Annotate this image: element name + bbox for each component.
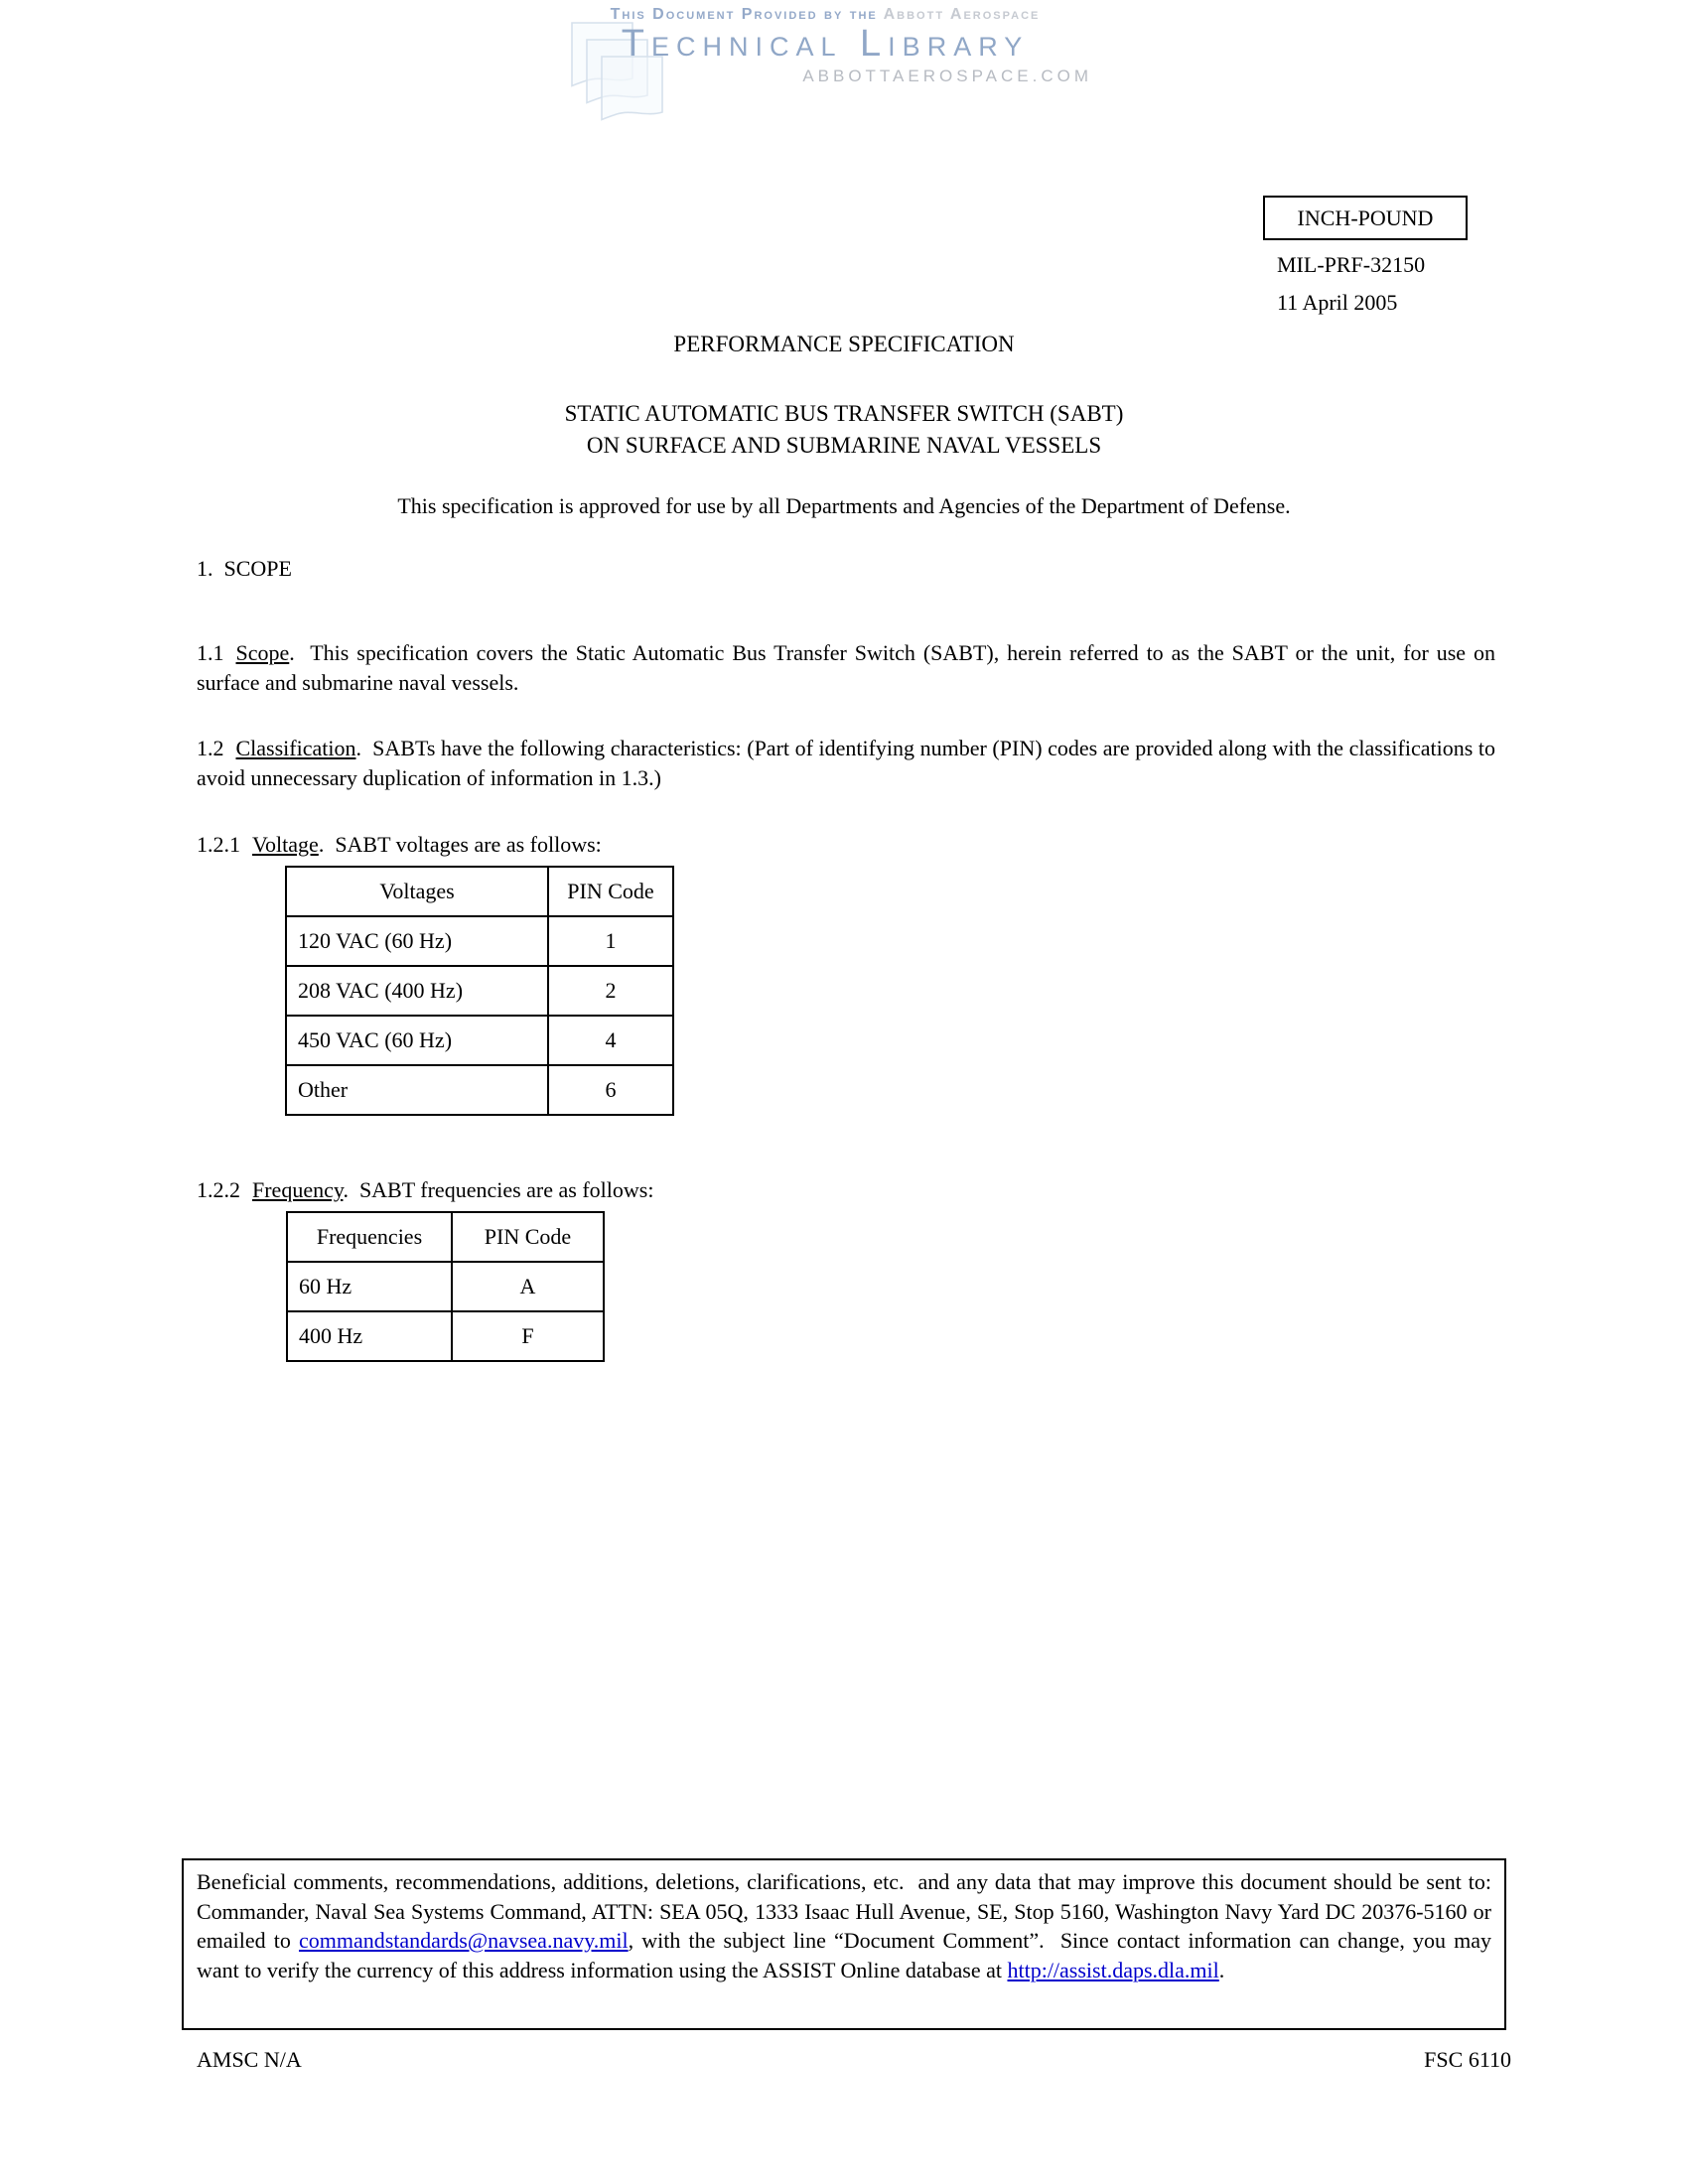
document-date: 11 April 2005 [1277, 290, 1398, 315]
section-number: 1.2.1 [197, 832, 240, 857]
spec-type-title: PERFORMANCE SPECIFICATION [673, 332, 1015, 356]
voltage-table [285, 866, 674, 1116]
table-row [287, 1311, 604, 1361]
document-number: MIL-PRF-32150 [1277, 252, 1426, 277]
pin-code-cell: 1 [548, 916, 673, 966]
page-footer [197, 2047, 1511, 2073]
section-label: Voltage [252, 832, 319, 857]
section-label: Classification [235, 736, 356, 760]
section-text: . This specification covers the Static Automatic Bus Transfer Switch (SABT), herein referred to as the SABT or the unit, for use on surface and submarine naval vessels. [197, 640, 1501, 695]
voltage-cell: 450 VAC (60 Hz) [286, 1016, 548, 1065]
pin-code-cell: 4 [548, 1016, 673, 1065]
paragraph-1-2-1 [197, 830, 602, 860]
section-heading-scope: 1. SCOPE [197, 556, 292, 581]
table-header-row [286, 867, 673, 916]
pin-code-cell: 2 [548, 966, 673, 1016]
voltage-cell: 120 VAC (60 Hz) [286, 916, 548, 966]
voltage-table-header-pin-code: PIN Code [548, 867, 673, 916]
section-text: . SABTs have the following characteristics: (Part of identifying number (PIN) codes are provided along with the classifications to avoid unnecessary duplication of information in 1.3.) [197, 736, 1501, 790]
table-row [286, 916, 673, 966]
watermark-library-title: Technical Library [621, 23, 1030, 65]
paragraph-1-1 [197, 638, 1501, 698]
pin-code-cell: 6 [548, 1065, 673, 1115]
section-text: . SABT frequencies are as follows: [343, 1177, 654, 1202]
section-label: Frequency [252, 1177, 344, 1202]
section-label: Scope [235, 640, 290, 665]
document-title [0, 398, 1688, 462]
watermark-logo [554, 6, 1096, 86]
paragraph-1-2 [197, 734, 1501, 793]
paragraph-1-2-2 [197, 1175, 653, 1205]
comment-text-part2: , with the subject line “Document Comment”. Since contact information can change, you may want to verify the currency of this address information using the ASSIST Online database at [197, 1928, 1497, 1982]
voltage-cell: 208 VAC (400 Hz) [286, 966, 548, 1016]
assist-database-link[interactable]: http://assist.daps.dla.mil [1007, 1957, 1219, 1982]
watermark-provided-by: This Document Provided by the [610, 6, 878, 23]
voltage-cell: Other [286, 1065, 548, 1115]
watermark-tagline [554, 6, 1096, 24]
table-header-row [287, 1212, 604, 1262]
section-number: 1.1 [197, 640, 224, 665]
section-text: . SABT voltages are as follows: [318, 832, 602, 857]
document-title-line2: ON SURFACE AND SUBMARINE NAVAL VESSELS [586, 433, 1102, 458]
pin-code-cell: F [452, 1311, 604, 1361]
header-right-block [1263, 196, 1468, 316]
beneficial-comments-box [182, 1858, 1506, 2030]
frequency-table-header-pin-code: PIN Code [452, 1212, 604, 1262]
fsc-code: FSC 6110 [1424, 2047, 1511, 2072]
email-link[interactable]: commandstandards@navsea.navy.mil [298, 1928, 629, 1953]
section-number: 1.2.2 [197, 1177, 240, 1202]
voltage-table-header-voltages: Voltages [286, 867, 548, 916]
table-row [286, 1065, 673, 1115]
table-row [286, 1016, 673, 1065]
section-number: 1.2 [197, 736, 224, 760]
document-title-line1: STATIC AUTOMATIC BUS TRANSFER SWITCH (SABT) [564, 401, 1124, 426]
amsc-code: AMSC N/A [197, 2047, 302, 2072]
inch-pound-box: INCH-POUND [1263, 196, 1468, 240]
table-row [287, 1262, 604, 1311]
comment-text-end: . [1218, 1957, 1225, 1982]
table-row [286, 966, 673, 1016]
frequency-cell: 400 Hz [287, 1311, 452, 1361]
comment-text-part1: Beneficial comments, recommendations, additions, deletions, clarifications, etc. and any data that may improve this document should be sent to: Commander, Naval Sea Systems Command, ATTN: SEA 05Q, 1333 Isaac Hull Avenue, SE, Stop 5160, Washington Navy Yard DC 20376-5160 or emailed to [197, 1869, 1497, 1953]
watermark-site-url: ABBOTTAEROSPACE.COM [802, 67, 1092, 85]
approval-statement: This specification is approved for use by all Departments and Agencies of the Department of Defense. [397, 493, 1291, 518]
frequency-table [286, 1211, 605, 1362]
frequency-cell: 60 Hz [287, 1262, 452, 1311]
pin-code-cell: A [452, 1262, 604, 1311]
watermark-brand: Abbott Aerospace [883, 6, 1041, 23]
frequency-table-header-frequencies: Frequencies [287, 1212, 452, 1262]
